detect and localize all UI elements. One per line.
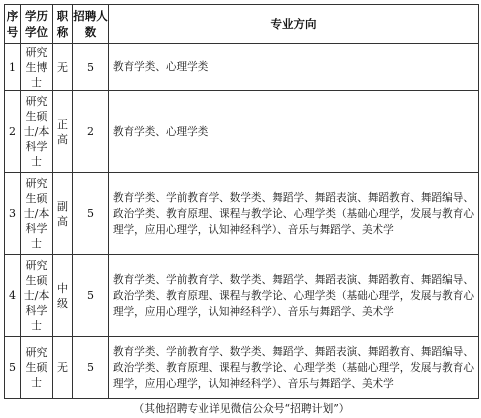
row-major: 教育学类、学前教育学、数学类、舞蹈学、舞蹈表演、舞蹈教育、舞蹈编导、政治学类、教育原理、课程与教学论、心理学类（基础心理学，发展与教育心理学，应用心理学，认知神经科学）、音乐与舞蹈学、美术学 bbox=[109, 255, 479, 337]
table-row bbox=[5, 91, 479, 173]
row-major: 教育学类、心理学类 bbox=[109, 91, 479, 173]
row-title: 副高 bbox=[53, 173, 73, 255]
row-edu: 研究生硕士 bbox=[21, 337, 53, 399]
table-row bbox=[5, 173, 479, 255]
row-major: 教育学类、心理学类 bbox=[109, 44, 479, 91]
row-major: 教育学类、学前教育学、数学类、舞蹈学、舞蹈表演、舞蹈教育、舞蹈编导、政治学类、教育原理、课程与教学论、心理学类（基础心理学，发展与教育心理学，应用心理学，认知神经科学）、音乐与舞蹈学、美术学 bbox=[109, 173, 479, 255]
recruitment-table bbox=[4, 4, 479, 417]
row-title: 无 bbox=[53, 44, 73, 91]
table-row bbox=[5, 44, 479, 91]
table-header-row bbox=[5, 5, 479, 44]
row-edu: 研究生博士 bbox=[21, 44, 53, 91]
row-count: 2 bbox=[73, 91, 109, 173]
row-seq: 3 bbox=[5, 173, 21, 255]
row-seq: 4 bbox=[5, 255, 21, 337]
header-seq: 序号 bbox=[5, 5, 21, 44]
row-seq: 2 bbox=[5, 91, 21, 173]
row-title: 中级 bbox=[53, 255, 73, 337]
header-major: 专业方向 bbox=[109, 5, 479, 44]
row-major: 教育学类、学前教育学、数学类、舞蹈学、舞蹈表演、舞蹈教育、舞蹈编导、政治学类、教育原理、课程与教学论、心理学类（基础心理学，发展与教育心理学，应用心理学，认知神经科学）、音乐与舞蹈学、美术学 bbox=[109, 337, 479, 399]
row-edu: 研究生硕士/本科学士 bbox=[21, 255, 53, 337]
table-row bbox=[5, 255, 479, 337]
table-row bbox=[5, 337, 479, 399]
row-count: 5 bbox=[73, 173, 109, 255]
row-edu: 研究生硕士/本科学士 bbox=[21, 173, 53, 255]
row-count: 5 bbox=[73, 255, 109, 337]
row-seq: 5 bbox=[5, 337, 21, 399]
header-edu: 学历学位 bbox=[21, 5, 53, 44]
row-title: 无 bbox=[53, 337, 73, 399]
row-count: 5 bbox=[73, 44, 109, 91]
row-seq: 1 bbox=[5, 44, 21, 91]
header-title: 职称 bbox=[53, 5, 73, 44]
row-edu: 研究生硕士/本科学士 bbox=[21, 91, 53, 173]
footer-row bbox=[5, 399, 479, 418]
row-count: 5 bbox=[73, 337, 109, 399]
footer-note: （其他招聘专业详见微信公众号“招聘计划”） bbox=[133, 401, 350, 415]
header-count: 招聘人数 bbox=[73, 5, 109, 44]
row-title: 正高 bbox=[53, 91, 73, 173]
